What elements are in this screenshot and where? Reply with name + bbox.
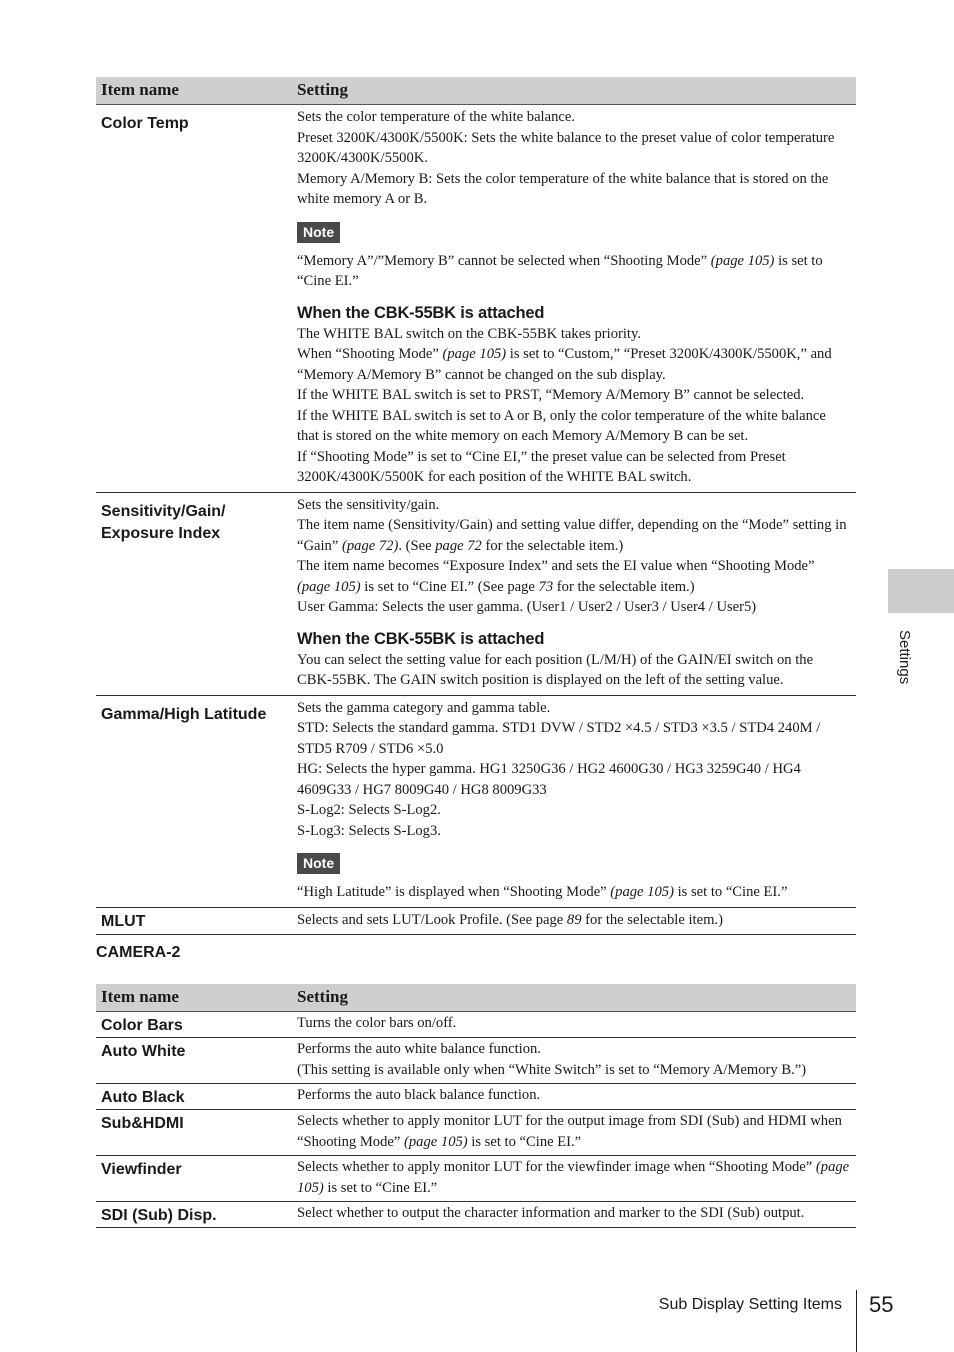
cbk-subheading: When the CBK-55BK is attached: [297, 303, 545, 322]
item-setting: [292, 1012, 856, 1038]
page-reference: 89: [566, 911, 582, 928]
text-part: Selects whether to apply monitor LUT for the viewfinder image when “Shooting Mode”: [297, 1159, 816, 1175]
page-reference: page 72: [435, 537, 482, 554]
note-badge: Note: [297, 222, 340, 243]
setting-text: [297, 1157, 850, 1198]
note-text-part: is set to “Cine EI.”: [673, 884, 788, 900]
setting-text: You can select the setting value for each position (L/M/H) of the GAIN/EI switch on the CBK-55BK. The GAIN switch position is displayed on the left of the setting value.: [297, 651, 814, 688]
page-reference: (page 105): [297, 1159, 850, 1196]
note-text-part: “Memory A”/”Memory B” cannot be selected when “Shooting Mode”: [297, 252, 711, 269]
setting-text: Performs the auto black balance function.: [297, 1087, 541, 1103]
setting-text: HG: Selects the hyper gamma. HG1 3250G36 / HG2 4600G30 / HG3 3259G40 / HG4 4609G33 / HG7 8009G40 / HG8 8009G33: [297, 761, 801, 798]
footer-divider: [856, 1290, 857, 1352]
setting-text: STD: Selects the standard gamma. STD1 DVW / STD2 ×4.5 / STD3 ×3.5 / STD4 240M / STD5 R709 / STD6 ×5.0: [297, 720, 821, 757]
page-reference: (page 105): [297, 578, 361, 595]
text-part: When “Shooting Mode”: [297, 346, 443, 362]
item-name-line: Exposure Index: [101, 524, 221, 542]
setting-text: [297, 556, 850, 597]
note-text-part: “High Latitude” is displayed when “Shooting Mode”: [297, 884, 611, 900]
note-text: [297, 882, 850, 903]
item-setting: [292, 1156, 856, 1202]
item-setting: [292, 105, 856, 493]
header-item-name: Item name: [96, 984, 292, 1012]
table-row-viewfinder: [96, 1156, 856, 1202]
table-header-row: [96, 77, 856, 105]
page-number: 55: [869, 1292, 894, 1317]
item-name: Gamma/High Latitude: [96, 695, 292, 907]
table-row-auto-black: [96, 1084, 856, 1110]
section-title-camera-2: CAMERA-2: [96, 944, 181, 961]
page-reference: (page 105): [710, 252, 775, 269]
text-part: is set to “Cine EI.”: [467, 1133, 582, 1150]
setting-text: User Gamma: Selects the user gamma. (User1 / User2 / User3 / User4 / User5): [297, 599, 757, 615]
item-name: Auto White: [96, 1038, 292, 1084]
setting-text: If the WHITE BAL switch is set to A or B, only the color temperature of the white balance that is stored on the white memory on each Memory A/Memory B can be set.: [297, 407, 826, 444]
table-row-auto-white: [96, 1038, 856, 1084]
header-setting: Setting: [292, 984, 856, 1012]
setting-text: Memory A/Memory B: Sets the color temperature of the white balance that is stored on the white memory A or B.: [297, 170, 829, 207]
setting-text: S-Log2: Selects S-Log2.: [297, 802, 441, 818]
item-name: Sub&HDMI: [96, 1110, 292, 1156]
setting-text: If “Shooting Mode” is set to “Cine EI,” the preset value can be selected from Preset 3200K/4300K/5500K for each position of the WHITE BAL switch.: [297, 448, 786, 485]
item-setting: [292, 1084, 856, 1110]
setting-text: The WHITE BAL switch on the CBK-55BK takes priority.: [297, 325, 641, 342]
item-setting: [292, 1202, 856, 1228]
text-part: Selects whether to apply monitor LUT for the output image from SDI (Sub) and HDMI when “Shooting Mode”: [297, 1113, 842, 1150]
table-row-sdi-sub-disp: [96, 1202, 856, 1228]
note-text-part: is set to “Cine EI.”: [297, 252, 823, 289]
setting-text: Select whether to output the character information and marker to the SDI (Sub) output.: [297, 1205, 805, 1221]
header-item-name: Item name: [96, 77, 292, 105]
table-row-mlut: [96, 907, 856, 935]
text-part: is set to “Custom,” “Preset 3200K/4300K/5500K,” and “Memory A/Memory B” cannot be changed on the sub display.: [297, 346, 832, 383]
item-name: Color Bars: [96, 1012, 292, 1038]
setting-text: Performs the auto white balance function.: [297, 1041, 541, 1057]
cbk-subheading: When the CBK-55BK is attached: [297, 629, 545, 648]
table-row-color-bars: [96, 1012, 856, 1038]
item-setting: [292, 1110, 856, 1156]
item-name: SDI (Sub) Disp.: [96, 1202, 292, 1228]
header-setting: Setting: [292, 77, 856, 105]
text-part: is set to “Cine EI.” (See page: [360, 578, 539, 595]
setting-text: (This setting is available only when “White Switch” is set to “Memory A/Memory B.”): [297, 1061, 807, 1078]
setting-text: S-Log3: Selects S-Log3.: [297, 822, 441, 839]
setting-text: If the WHITE BAL switch is set to PRST, “Memory A/Memory B” cannot be selected.: [297, 387, 805, 403]
table-row-gamma: [96, 695, 856, 907]
page-reference: (page 105): [404, 1133, 468, 1150]
item-name: [96, 492, 292, 695]
item-name-line: Sensitivity/Gain/: [101, 502, 226, 520]
item-setting: [292, 492, 856, 695]
text-part: for the selectable item.): [581, 911, 723, 928]
setting-text: Turns the color bars on/off.: [297, 1015, 457, 1031]
setting-text: Sets the sensitivity/gain.: [297, 496, 440, 513]
table-row-sensitivity: [96, 492, 856, 695]
text-part: The item name (Sensitivity/Gain) and setting value differ, depending on the “Mode” setting in “Gain”: [297, 517, 847, 554]
table-row-color-temp: [96, 105, 856, 493]
text-part: . (See: [398, 537, 436, 554]
text-part: The item name becomes “Exposure Index” and sets the EI value when “Shooting Mode”: [297, 558, 815, 574]
item-name: Color Temp: [96, 105, 292, 493]
footer-section-title: Sub Display Setting Items: [658, 1296, 842, 1313]
camera2-settings-table: [96, 984, 856, 1228]
item-name: Viewfinder: [96, 1156, 292, 1202]
page-reference: (page 72): [341, 537, 399, 554]
item-setting: [292, 695, 856, 907]
page-reference: (page 105): [610, 884, 674, 900]
table-row-sub-hdmi: [96, 1110, 856, 1156]
camera1-settings-table: [96, 77, 856, 935]
item-setting: [292, 1038, 856, 1084]
settings-side-tab: [888, 569, 954, 613]
page-reference: (page 105): [442, 346, 507, 362]
item-name: MLUT: [96, 907, 292, 935]
setting-text: [297, 515, 850, 556]
setting-text: Preset 3200K/4300K/5500K: Sets the white balance to the preset value of color temperature 3200K/4300K/5500K.: [297, 129, 835, 166]
page-reference: 73: [538, 578, 554, 595]
table-header-row: [96, 984, 856, 1012]
setting-text: [297, 344, 850, 385]
text-part: Selects and sets LUT/Look Profile. (See page: [297, 911, 567, 928]
item-name: Auto Black: [96, 1084, 292, 1110]
text-part: is set to “Cine EI.”: [323, 1179, 438, 1196]
note-text: [297, 251, 850, 292]
text-part: for the selectable item.): [481, 537, 624, 554]
setting-text: [297, 910, 850, 931]
item-setting: [292, 907, 856, 935]
setting-text: Sets the color temperature of the white balance.: [297, 109, 575, 125]
note-badge: Note: [297, 853, 340, 874]
setting-text: [297, 1111, 850, 1152]
settings-side-label: Settings: [896, 630, 913, 685]
setting-text: Sets the gamma category and gamma table.: [297, 699, 551, 716]
text-part: for the selectable item.): [553, 578, 695, 595]
